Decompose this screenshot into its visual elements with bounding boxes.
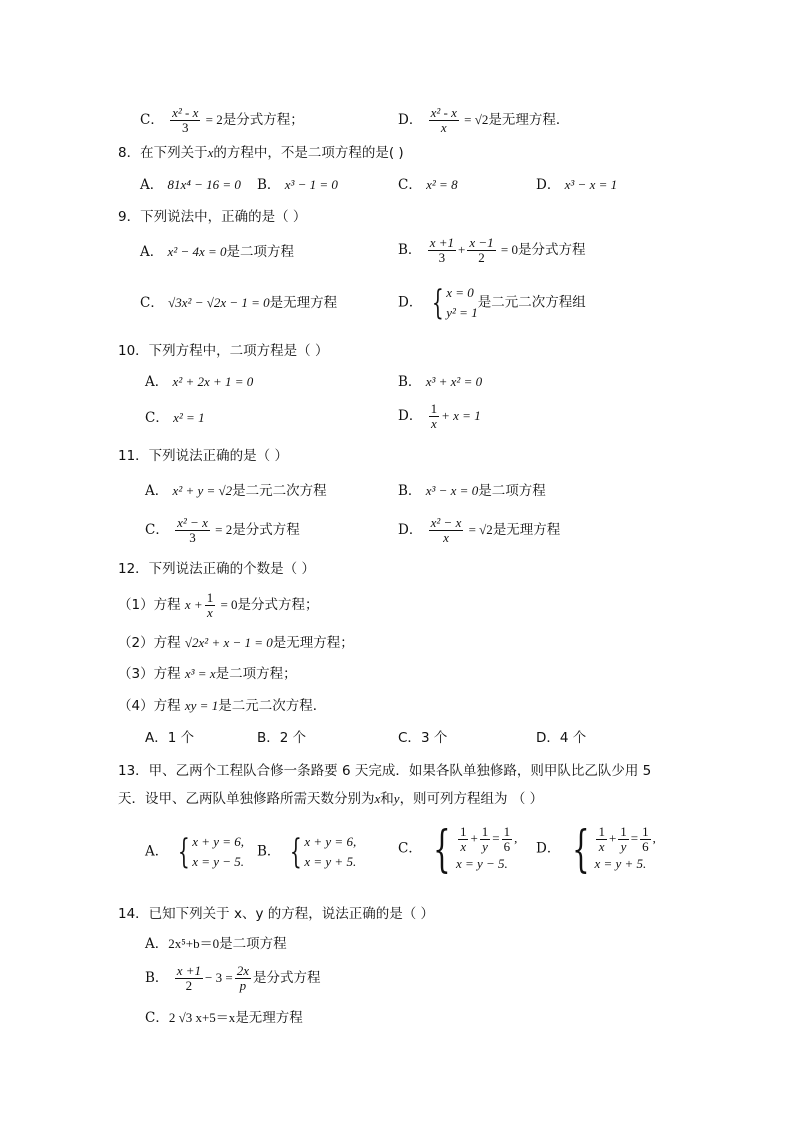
- fraction: $\frac{\text{x² - x}}{x}$: [430, 105, 457, 135]
- fraction: $\frac{x +1}{3}$: [429, 235, 455, 265]
- q14-option-a[interactable]: A．2x⁵+b＝0是二项方程: [145, 936, 287, 952]
- q13-stem-line1: 13．甲、乙两个工程队合修一条路要 6 天完成．如果各队单独修路，则甲队比乙队少用 5: [118, 763, 652, 779]
- fraction: $\frac{\text{x² − x}}{3}$: [177, 515, 208, 545]
- q14-stem: 14．已知下列关于 x、y 的方程，说法正确的是（ ）: [118, 906, 435, 922]
- q13-stem-line2: 天．设甲、乙两队单独修路所需天数分别为x和y，则可列方程组为 （ ）: [118, 791, 544, 807]
- q8-option-d[interactable]: D． x³ − x = 1: [536, 177, 618, 193]
- q8-option-c[interactable]: C． x² = 8: [398, 177, 458, 193]
- equation-system: { x + y = 6, x = y + 5.: [289, 832, 357, 872]
- fraction: $\frac{x +1}{2}$: [176, 963, 202, 993]
- q12-item-2: （2）方程 √2x² + x − 1 = 0是无理方程；: [118, 635, 354, 651]
- q12-stem: 12．下列说法正确的个数是（ ）: [118, 561, 315, 577]
- fraction: $\frac{1}{x}$: [430, 401, 438, 431]
- q8-stem: 8．在下列关于x的方程中，不是二项方程的是( ): [118, 145, 404, 161]
- q12-item-4: （4）方程 xy = 1是二元二次方程．: [118, 698, 327, 714]
- q11-option-c[interactable]: C． $\frac{\text{x² − x}}{3}$ = 2是分式方程: [145, 515, 300, 545]
- q11-option-a[interactable]: A． x² + y = √2是二元二次方程: [145, 483, 327, 499]
- q9-option-c[interactable]: C． √3x² − √2x − 1 = 0是无理方程: [140, 295, 338, 311]
- q12-option-d[interactable]: D．4 个: [536, 730, 587, 746]
- q9-option-d[interactable]: D． { x = 0 y² = 1 是二元二次方程组: [398, 283, 586, 323]
- q11-option-d[interactable]: D． $\frac{\text{x² − x}}{x}$ = √2是无理方程: [398, 515, 561, 545]
- q10-option-d[interactable]: D． $\frac{1}{x}$ + x = 1: [398, 401, 481, 431]
- q13-option-a[interactable]: A． { x + y = 6, x = y − 5.: [145, 832, 245, 872]
- fraction: $\frac{1}{x}$: [206, 590, 214, 620]
- q10-stem: 10．下列方程中，二项方程是（ ）: [118, 343, 329, 359]
- q10-option-c[interactable]: C． x² = 1: [145, 410, 205, 426]
- equation-system: { $\frac{1}{x}$ + $\frac{1}{y}$ = $\frac{1}{6}$ , x = y + 5.: [571, 820, 656, 878]
- q13-option-b[interactable]: B． { x + y = 6, x = y + 5.: [257, 832, 357, 872]
- q12-item-1: （1）方程 x + $\frac{1}{x}$ = 0是分式方程；: [118, 590, 319, 620]
- q9-stem: 9．下列说法中，正确的是（ ）: [118, 209, 307, 225]
- q11-stem: 11．下列说法正确的是（ ）: [118, 448, 288, 464]
- q11-option-b[interactable]: B． x³ − x = 0是二项方程: [398, 483, 546, 499]
- q12-item-3: （3）方程 x³ = x是二项方程；: [118, 666, 297, 682]
- q9-option-a[interactable]: A． x² − 4x = 0是二项方程: [140, 244, 295, 260]
- q13-option-c[interactable]: C． { $\frac{1}{x}$ + $\frac{1}{y}$ = $\frac{1}{6}$ , x = y − 5.: [398, 820, 518, 878]
- q12-option-c[interactable]: C．3 个: [398, 730, 448, 746]
- q9-option-b[interactable]: B． $\frac{x +1}{3}$ + $\frac{x -1}{2}$ = 0是分式方程: [398, 235, 586, 265]
- q10-option-a[interactable]: A． x² + 2x + 1 = 0: [145, 374, 254, 390]
- equation-system: { x + y = 6, x = y − 5.: [177, 832, 245, 872]
- q12-option-a[interactable]: A．1 个: [145, 730, 195, 746]
- q8-option-a[interactable]: A． 81x⁴ − 16 = 0: [140, 177, 241, 193]
- fraction: $\frac{2x}{p}$: [236, 963, 249, 993]
- q10-option-b[interactable]: B． x³ + x² = 0: [398, 374, 483, 390]
- q14-option-c[interactable]: C．2 √3 x+5＝x是无理方程: [145, 1010, 303, 1026]
- q7-option-d[interactable]: D． $\frac{\text{x² - x}}{x}$ = √2是无理方程．: [398, 105, 570, 135]
- q8-option-b[interactable]: B． x³ − 1 = 0: [257, 177, 338, 193]
- q13-option-d[interactable]: D． { $\frac{1}{x}$ + $\frac{1}{y}$ = $\frac{1}{6}$ , x = y + 5.: [536, 820, 656, 878]
- equation-system: { $\frac{1}{x}$ + $\frac{1}{y}$ = $\frac{1}{6}$ , x = y − 5.: [433, 820, 518, 878]
- q12-option-b[interactable]: B．2 个: [257, 730, 307, 746]
- q7-option-c[interactable]: C． $\frac{\text{x² - x}}{3}$ = 2是分式方程；: [140, 105, 304, 135]
- q14-option-b[interactable]: B． $\frac{x +1}{2}$ − 3 = $\frac{2x}{p}$ 是分式方程: [145, 963, 321, 993]
- equation-system: { x = 0 y² = 1: [431, 283, 478, 323]
- fraction: $\frac{\text{x² − x}}{x}$: [430, 515, 462, 545]
- fraction: $\frac{x -1}{2}$: [469, 235, 494, 265]
- fraction: $\frac{\text{x² - x}}{3}$: [172, 105, 199, 135]
